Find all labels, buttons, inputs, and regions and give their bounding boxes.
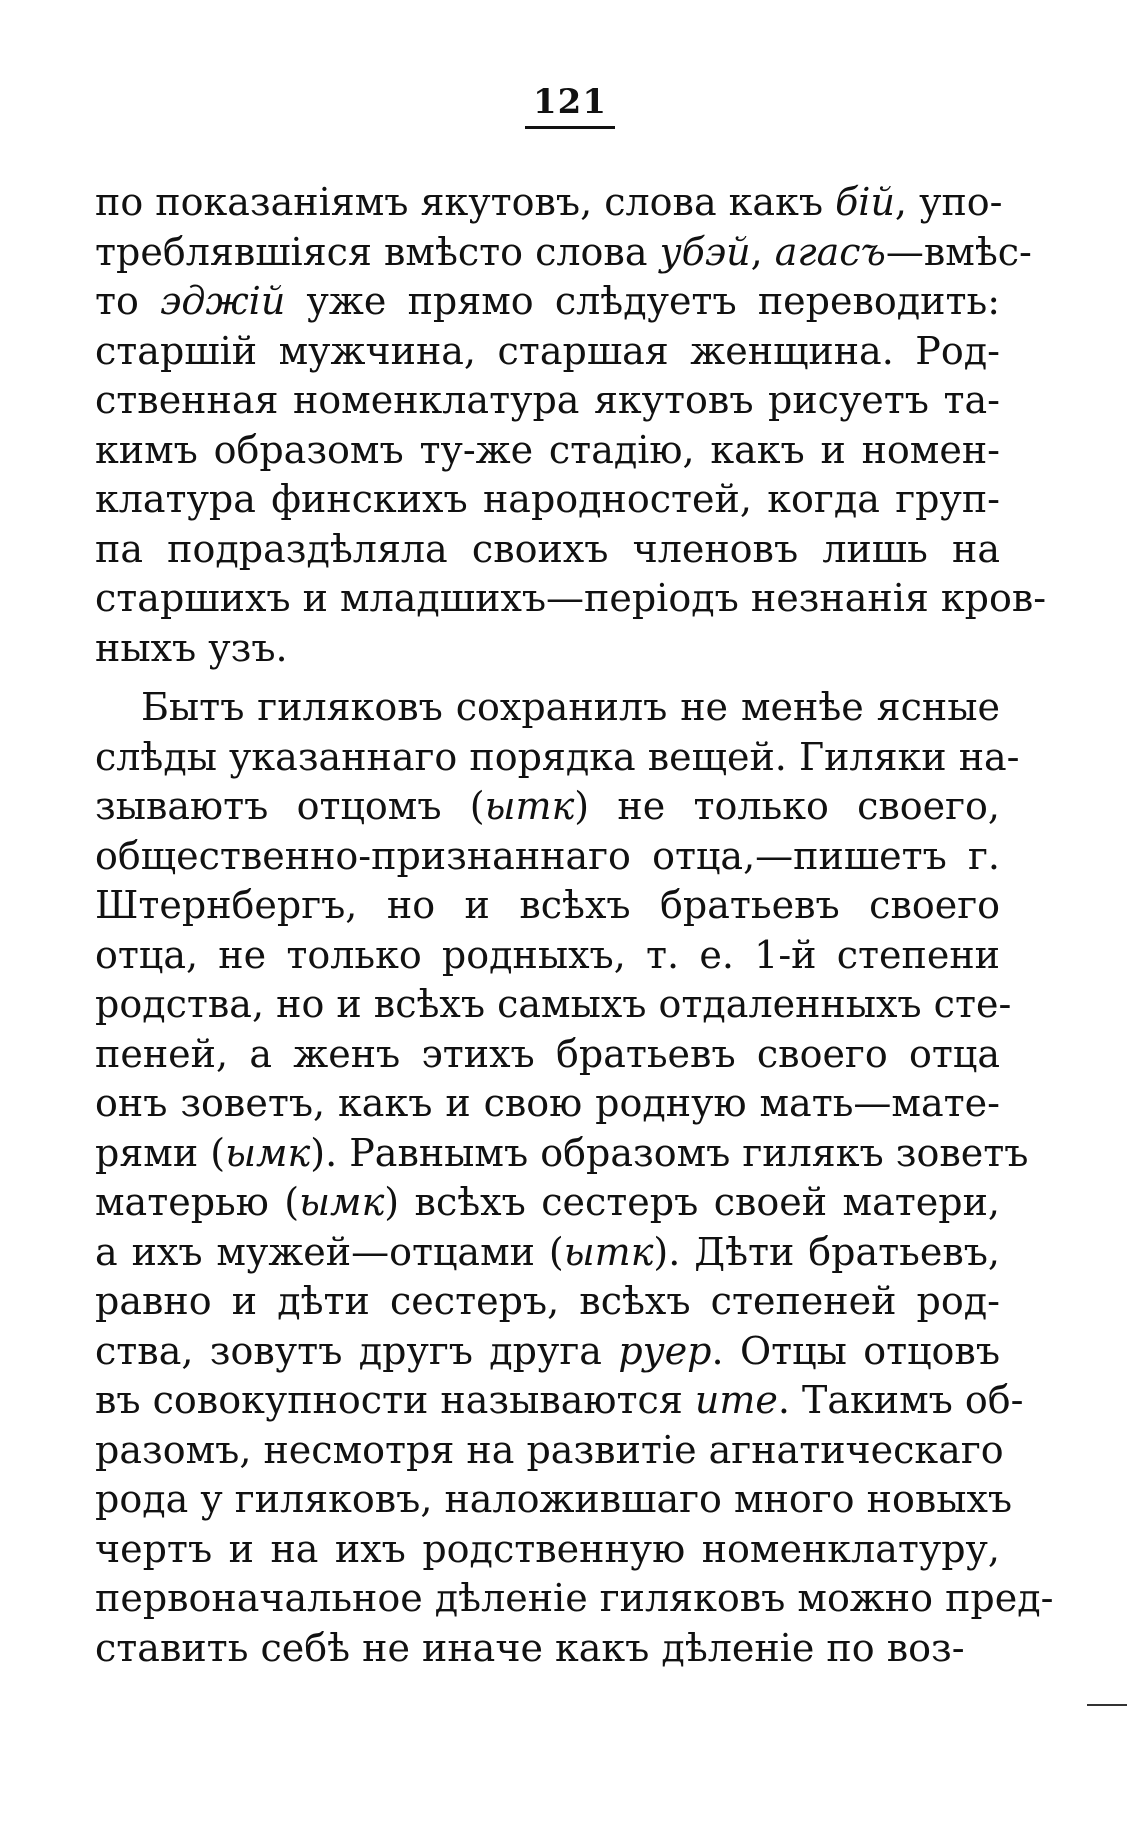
text-line: ныхъ узъ. <box>95 625 288 670</box>
text-line: рями (ымк). Равнымъ образомъ гилякъ зоветъ <box>95 1130 1029 1175</box>
text-line: чертъ и на ихъ родственную номенклатуру, <box>95 1526 1000 1571</box>
text-line: ства, зовутъ другъ друга руер. Отцы отцовъ <box>95 1328 1000 1373</box>
text-line: рода у гиляковъ, наложившаго много новыхъ <box>95 1477 1013 1521</box>
italic-term: руер <box>618 1328 712 1373</box>
text-line: па подраздѣляла своихъ членовъ лишь на <box>95 526 1000 571</box>
text-line: по показаніямъ якутовъ, слова какъ бій, упо- <box>95 180 1003 224</box>
text-line: старшій мужчина, старшая женщина. Род- <box>95 328 1000 373</box>
italic-term: ите <box>694 1378 778 1422</box>
italic-term: эджій <box>160 279 286 323</box>
text-line: то эджій уже прямо слѣдуетъ переводить: <box>95 279 1000 323</box>
text-line: равно и дѣти сестеръ, всѣхъ степеней род- <box>95 1279 1000 1323</box>
italic-term: ытк <box>484 784 575 828</box>
text-line: родства, но и всѣхъ самыхъ отдаленныхъ сте- <box>95 982 1012 1026</box>
text-line: кимъ образомъ ту-же стадію, какъ и номен- <box>95 427 1000 472</box>
text-line: клатура финскихъ народностей, когда груп- <box>95 477 1000 521</box>
italic-term: убэй <box>659 229 751 274</box>
text-line: слѣды указаннаго порядка вещей. Гиляки на- <box>95 734 1020 779</box>
text-line: треблявшіяся вмѣсто слова убэй, агасъ—вмѣс- <box>95 229 1032 274</box>
text-line: ставить себѣ не иначе какъ дѣленіе по воз- <box>95 1625 965 1670</box>
text-line: въ совокупности называются ите. Такимъ об- <box>95 1378 1024 1422</box>
italic-term: агасъ <box>774 229 886 274</box>
italic-term: ымк <box>225 1130 311 1175</box>
text-line: ственная номенклатура якутовъ рисуетъ та- <box>95 378 1000 422</box>
italic-term: ытк <box>563 1229 654 1274</box>
italic-term: бій <box>835 180 895 224</box>
text-line: Бытъ гиляковъ сохранилъ не менѣе ясные <box>141 685 1000 729</box>
margin-dash <box>1087 1704 1127 1706</box>
text-line: старшихъ и младшихъ—періодъ незнанія кров- <box>95 576 1047 620</box>
paragraph <box>95 178 1047 673</box>
italic-term: ымк <box>299 1180 385 1224</box>
paragraph <box>95 683 1054 1673</box>
text-line: разомъ, несмотря на развитіе агнатическаго <box>95 1427 1004 1472</box>
page-header <box>0 82 1140 129</box>
text-line: а ихъ мужей—отцами (ытк). Дѣти братьевъ, <box>95 1229 1000 1274</box>
text-line: первоначальное дѣленіе гиляковъ можно пред- <box>95 1576 1054 1620</box>
text-line: пеней, а женъ этихъ братьевъ своего отца <box>95 1031 1000 1076</box>
text-line: онъ зоветъ, какъ и свою родную мать—мате- <box>95 1081 1000 1125</box>
text-line: отца, не только родныхъ, т. е. 1-й степени <box>95 932 1000 977</box>
page-number: 121 <box>525 82 615 129</box>
text-line: матерью (ымк) всѣхъ сестеръ своей матери, <box>95 1180 1000 1224</box>
text-line: Штернбергъ, но и всѣхъ братьевъ своего <box>95 883 1000 927</box>
text-line: общественно-признаннаго отца,—пишетъ г. <box>95 833 1000 878</box>
text-line: зываютъ отцомъ (ытк) не только своего, <box>95 784 1000 828</box>
body-text <box>95 178 1054 1673</box>
